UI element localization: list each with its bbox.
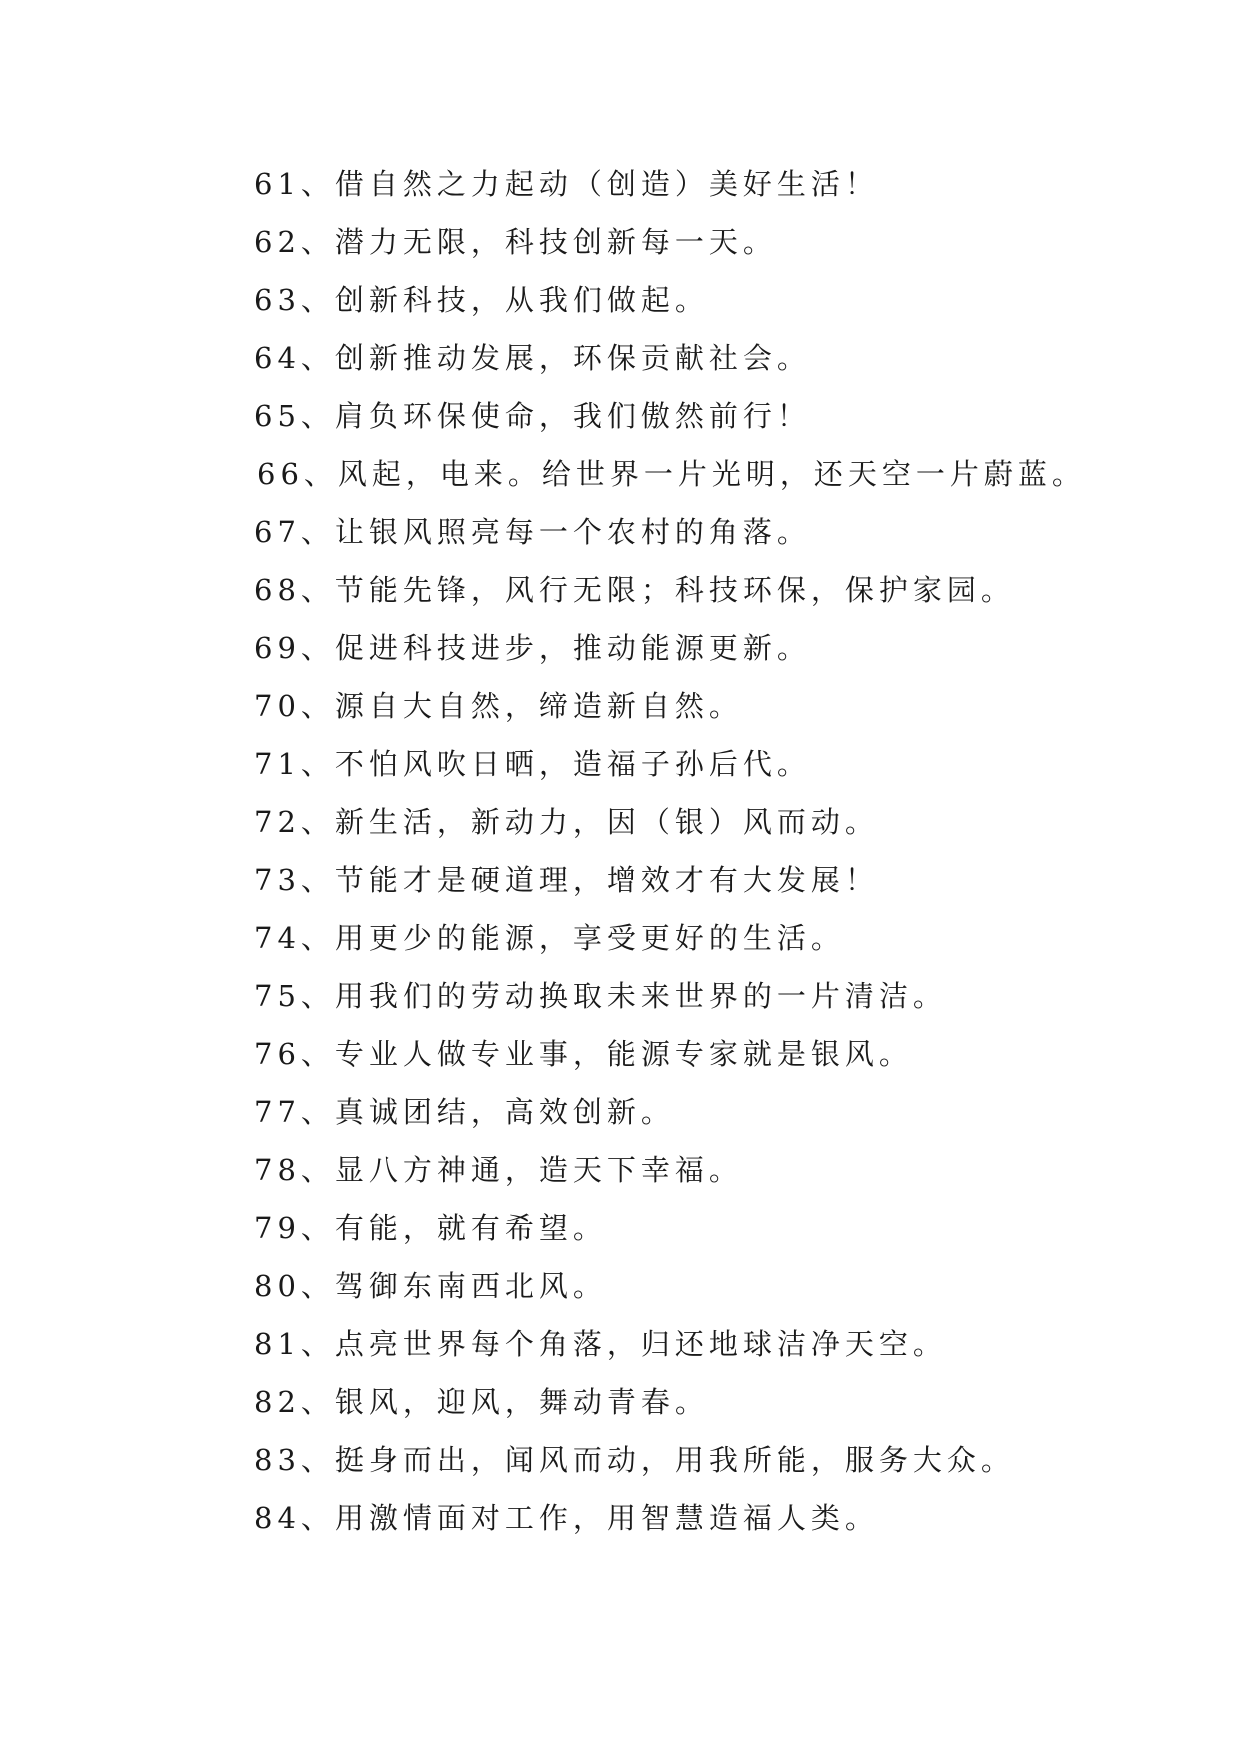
slogan-65: 65、肩负环保使命，我们傲然前行！ <box>254 399 811 433</box>
slogan-66: 66、风起，电来。给世界一片光明，还天空一片蔚蓝。 <box>257 457 1086 491</box>
slogan-84: 84、用激情面对工作，用智慧造福人类。 <box>254 1501 879 1535</box>
slogan-72: 72、新生活，新动力，因（银）风而动。 <box>254 805 879 839</box>
slogan-81: 81、点亮世界每个角落，归还地球洁净天空。 <box>254 1327 947 1361</box>
slogan-61: 61、借自然之力起动（创造）美好生活！ <box>254 167 879 201</box>
slogan-78: 78、显八方神通，造天下幸福。 <box>254 1153 743 1187</box>
slogan-73: 73、节能才是硬道理，增效才有大发展！ <box>254 863 879 897</box>
slogan-82: 82、银风，迎风，舞动青春。 <box>254 1385 709 1419</box>
slogan-68: 68、节能先锋，风行无限；科技环保，保护家园。 <box>254 573 1015 607</box>
slogan-64: 64、创新推动发展，环保贡献社会。 <box>254 341 811 375</box>
slogan-80: 80、驾御东南西北风。 <box>254 1269 607 1303</box>
slogan-63: 63、创新科技，从我们做起。 <box>254 283 709 317</box>
slogan-76: 76、专业人做专业事，能源专家就是银风。 <box>254 1037 913 1071</box>
slogan-69: 69、促进科技进步，推动能源更新。 <box>254 631 811 665</box>
slogan-79: 79、有能，就有希望。 <box>254 1211 607 1245</box>
slogan-83: 83、挺身而出，闻风而动，用我所能，服务大众。 <box>254 1443 1015 1477</box>
slogan-77: 77、真诚团结，高效创新。 <box>254 1095 675 1129</box>
slogan-70: 70、源自大自然，缔造新自然。 <box>254 689 743 723</box>
slogan-75: 75、用我们的劳动换取未来世界的一片清洁。 <box>254 979 947 1013</box>
slogan-71: 71、不怕风吹日晒，造福子孙后代。 <box>254 747 811 781</box>
slogan-list <box>254 155 1154 1547</box>
slogan-62: 62、潜力无限，科技创新每一天。 <box>254 225 777 259</box>
slogan-74: 74、用更少的能源，享受更好的生活。 <box>254 921 845 955</box>
slogan-67: 67、让银风照亮每一个农村的角落。 <box>254 515 811 549</box>
